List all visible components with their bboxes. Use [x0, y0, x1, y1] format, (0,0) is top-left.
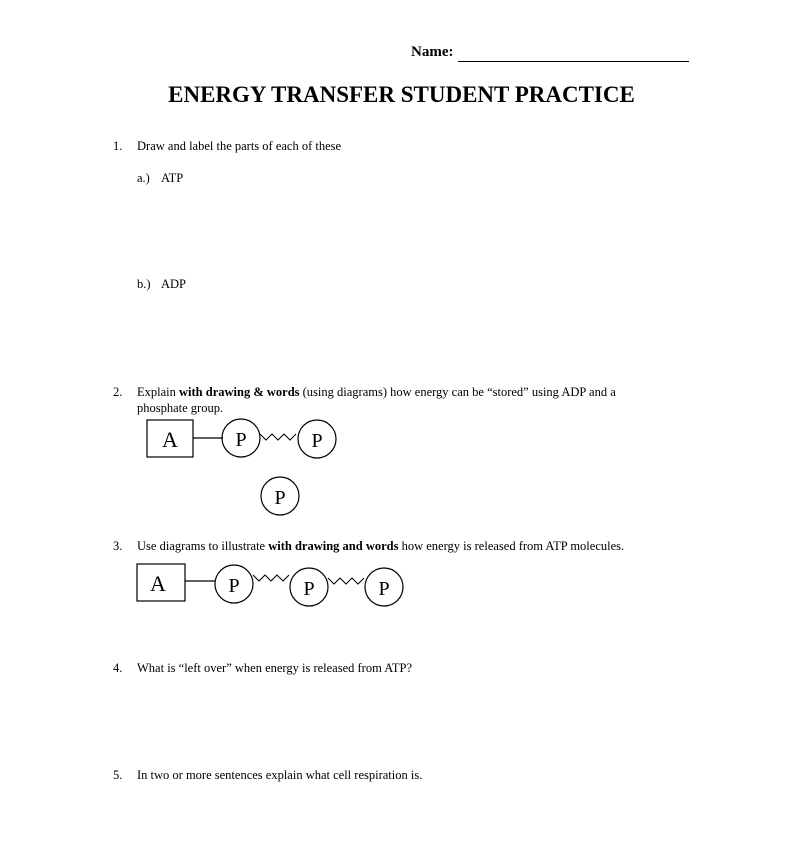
question-1a-text: ATP	[161, 171, 184, 185]
question-1-text: Draw and label the parts of each of these	[137, 139, 342, 153]
adp-phosphate-2-label: P	[311, 430, 323, 452]
free-phosphate-label: P	[274, 487, 286, 509]
atp-high-energy-bond-2	[328, 578, 364, 584]
question-3-text-bold: with drawing and words	[268, 539, 399, 553]
question-2-text-before: Explain	[137, 385, 180, 399]
name-label: Name:	[411, 44, 454, 60]
atp-phosphate-1-label: P	[228, 575, 240, 597]
question-3-text-after: how energy is released from ATP molecules.	[398, 539, 625, 553]
question-1b-label: b.)	[137, 277, 151, 291]
atp-high-energy-bond-1	[253, 575, 289, 581]
question-4-text: What is “left over” when energy is released from ATP?	[137, 661, 413, 675]
atp-adenosine-label: A	[150, 571, 166, 596]
question-5-text: In two or more sentences explain what cell respiration is.	[137, 768, 423, 782]
question-2-number: 2.	[113, 385, 123, 399]
question-3-text	[137, 539, 624, 554]
adp-high-energy-bond	[260, 434, 296, 440]
question-2-text-line2: phosphate group.	[137, 401, 224, 415]
adp-phosphate-1-label: P	[235, 429, 247, 451]
question-1a-label: a.)	[137, 171, 150, 185]
question-3-number: 3.	[113, 539, 123, 553]
question-5-number: 5.	[113, 768, 123, 782]
question-1b-text: ADP	[161, 277, 187, 291]
question-2-text-after: (using diagrams) how energy can be “stored” using ADP and a	[299, 385, 616, 399]
question-2-text-bold: with drawing & words	[179, 385, 300, 399]
atp-phosphate-2-label: P	[303, 578, 315, 600]
question-3-text-before: Use diagrams to illustrate	[137, 539, 269, 553]
worksheet-title: ENERGY TRANSFER STUDENT PRACTICE	[168, 82, 635, 107]
atp-phosphate-3-label: P	[378, 578, 390, 600]
adenosine-label: A	[162, 427, 178, 452]
question-1-number: 1.	[113, 139, 123, 153]
question-4-number: 4.	[113, 661, 123, 675]
